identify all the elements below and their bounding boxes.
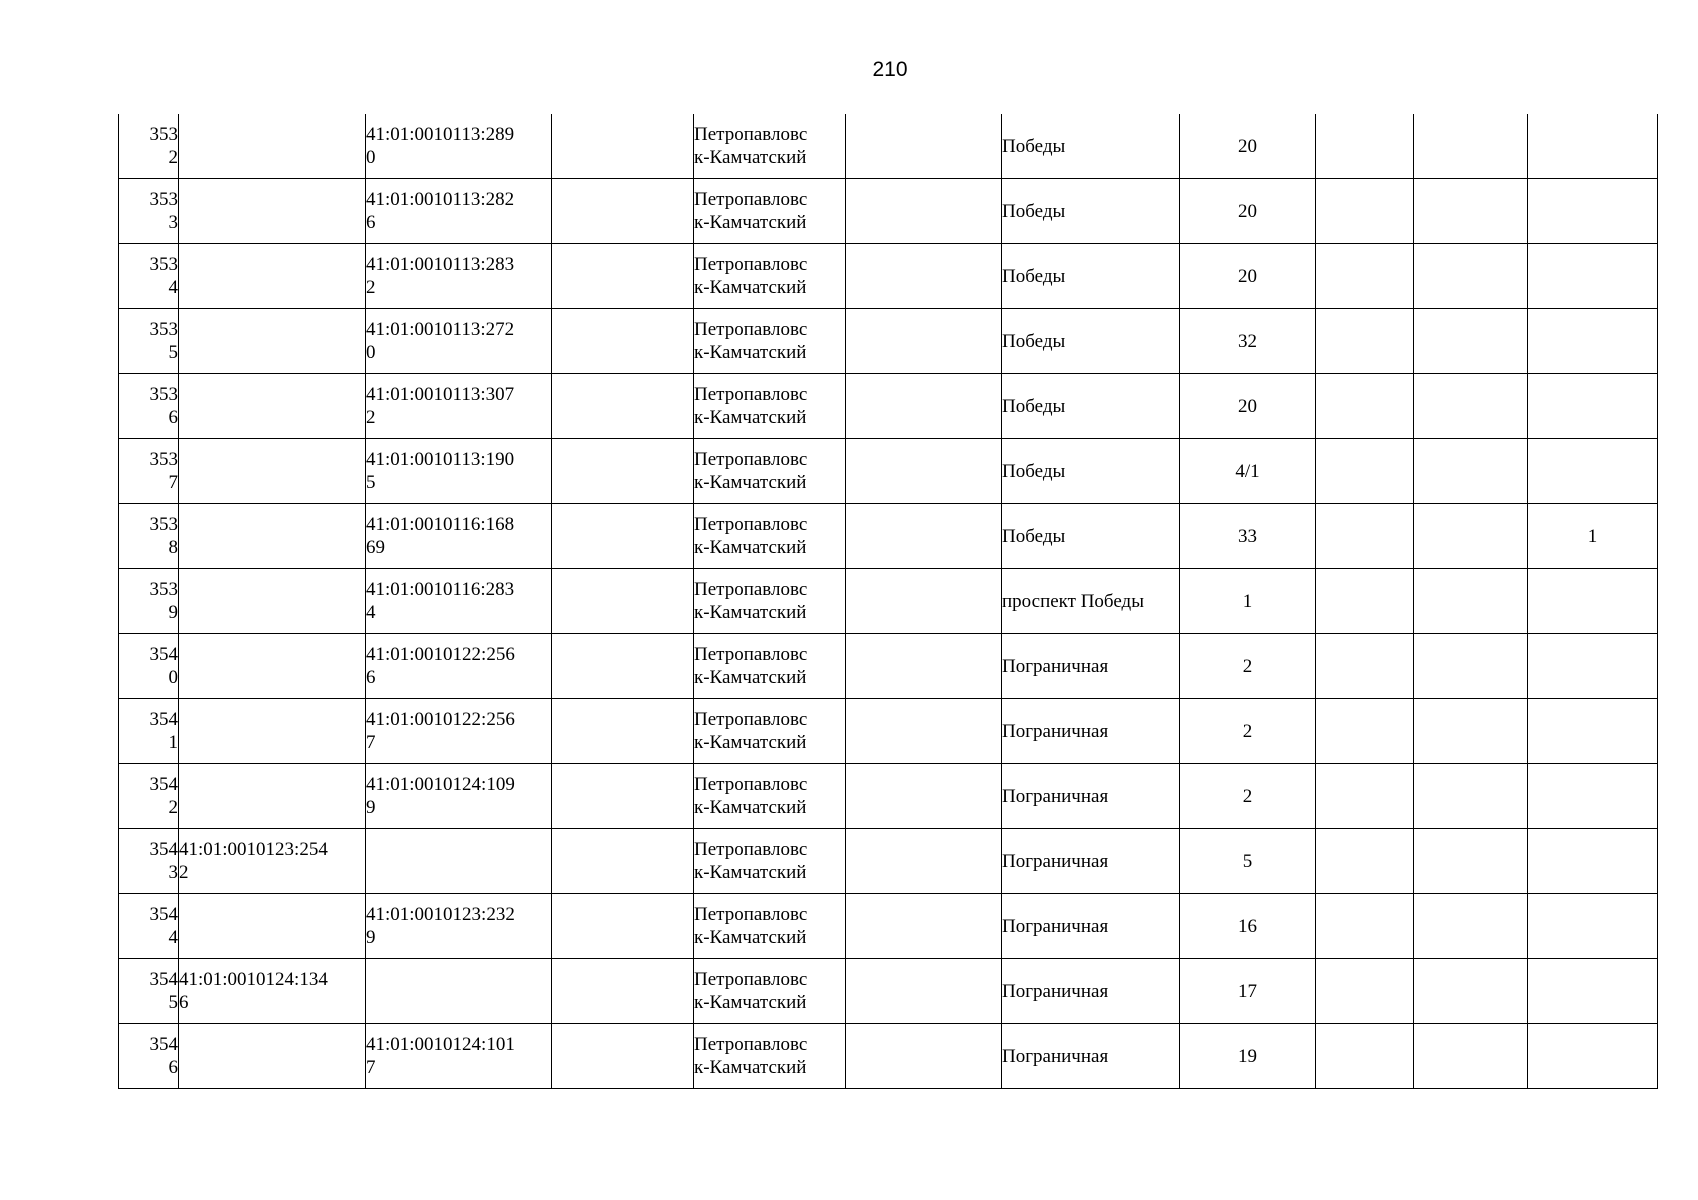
cell-house: 20 bbox=[1180, 374, 1316, 439]
cell-city bbox=[694, 1024, 846, 1089]
cell-row-number-line: 353 bbox=[149, 124, 178, 145]
cell-house: 17 bbox=[1180, 959, 1316, 1024]
cell-row-number-line: 7 bbox=[168, 472, 178, 493]
cell-cadastral-number-b bbox=[366, 374, 552, 439]
cell-row-number-line: 353 bbox=[149, 384, 178, 405]
cell-empty-4 bbox=[1414, 374, 1528, 439]
cell-cadastral-number-b bbox=[366, 829, 552, 894]
cell-city-line: к-Камчатский bbox=[694, 147, 807, 168]
cell-cadastral-number-b bbox=[366, 309, 552, 374]
cell-empty-3 bbox=[1316, 829, 1414, 894]
cell-street: Победы bbox=[1002, 244, 1180, 309]
registry-table bbox=[118, 114, 1658, 1089]
cell-cadastral-number-b-line: 41:01:0010116:283 bbox=[366, 579, 515, 600]
cell-empty-4 bbox=[1414, 1024, 1528, 1089]
cell-city bbox=[694, 114, 846, 179]
table-row bbox=[119, 894, 1658, 959]
cell-row-number-line: 4 bbox=[168, 927, 178, 948]
cell-city-line: к-Камчатский bbox=[694, 992, 807, 1013]
cell-empty-4 bbox=[1414, 634, 1528, 699]
cell-cadastral-number-b-line: 9 bbox=[366, 927, 376, 948]
cell-cadastral-number-b-line: 41:01:0010113:283 bbox=[366, 254, 515, 275]
cell-city bbox=[694, 569, 846, 634]
cell-row-number-line: 5 bbox=[168, 992, 178, 1013]
cell-cadastral-number-a-line: 41:01:0010123:254 bbox=[179, 839, 328, 860]
table-row bbox=[119, 114, 1658, 179]
cell-city-line: Петропавловс bbox=[694, 579, 808, 600]
cell-row-number-line: 354 bbox=[149, 1034, 178, 1055]
table-row bbox=[119, 569, 1658, 634]
cell-city bbox=[694, 374, 846, 439]
cell-street: Пограничная bbox=[1002, 959, 1180, 1024]
cell-row-number-line: 354 bbox=[149, 644, 178, 665]
cell-row-number bbox=[119, 634, 179, 699]
cell-cadastral-number-a bbox=[179, 439, 366, 504]
cell-cadastral-number-b bbox=[366, 699, 552, 764]
cell-row-number-line: 354 bbox=[149, 904, 178, 925]
cell-flag bbox=[1528, 114, 1658, 179]
cell-cadastral-number-b bbox=[366, 569, 552, 634]
cell-empty-4 bbox=[1414, 829, 1528, 894]
cell-empty-4 bbox=[1414, 699, 1528, 764]
cell-empty-3 bbox=[1316, 634, 1414, 699]
cell-city-line: к-Камчатский bbox=[694, 1057, 807, 1078]
cell-empty-2 bbox=[846, 634, 1002, 699]
cell-street: Победы bbox=[1002, 439, 1180, 504]
cell-cadastral-number-a bbox=[179, 244, 366, 309]
cell-empty-2 bbox=[846, 179, 1002, 244]
cell-cadastral-number-b-line: 0 bbox=[366, 342, 376, 363]
table-row bbox=[119, 179, 1658, 244]
cell-house: 20 bbox=[1180, 114, 1316, 179]
cell-city bbox=[694, 504, 846, 569]
cell-cadastral-number-b bbox=[366, 894, 552, 959]
cell-cadastral-number-b-line: 41:01:0010113:272 bbox=[366, 319, 515, 340]
cell-row-number-line: 353 bbox=[149, 514, 178, 535]
cell-empty-2 bbox=[846, 829, 1002, 894]
cell-empty-2 bbox=[846, 439, 1002, 504]
cell-empty-4 bbox=[1414, 504, 1528, 569]
cell-cadastral-number-a bbox=[179, 504, 366, 569]
cell-empty-2 bbox=[846, 764, 1002, 829]
cell-city-line: Петропавловс bbox=[694, 189, 808, 210]
cell-city bbox=[694, 309, 846, 374]
cell-city-line: Петропавловс bbox=[694, 969, 808, 990]
cell-empty-1 bbox=[552, 179, 694, 244]
cell-empty-3 bbox=[1316, 439, 1414, 504]
table-row bbox=[119, 439, 1658, 504]
cell-street: Пограничная bbox=[1002, 634, 1180, 699]
cell-city-line: к-Камчатский bbox=[694, 927, 807, 948]
cell-row-number bbox=[119, 569, 179, 634]
cell-cadastral-number-a bbox=[179, 959, 366, 1024]
cell-cadastral-number-a bbox=[179, 309, 366, 374]
cell-flag bbox=[1528, 894, 1658, 959]
cell-row-number bbox=[119, 894, 179, 959]
cell-empty-1 bbox=[552, 1024, 694, 1089]
cell-street: Пограничная bbox=[1002, 894, 1180, 959]
cell-street: Пограничная bbox=[1002, 829, 1180, 894]
cell-cadastral-number-b-line: 41:01:0010116:168 bbox=[366, 514, 515, 535]
cell-flag: 1 bbox=[1528, 504, 1658, 569]
cell-empty-4 bbox=[1414, 894, 1528, 959]
cell-house: 32 bbox=[1180, 309, 1316, 374]
cell-city bbox=[694, 829, 846, 894]
cell-empty-1 bbox=[552, 699, 694, 764]
cell-row-number bbox=[119, 504, 179, 569]
cell-flag bbox=[1528, 179, 1658, 244]
cell-cadastral-number-b-line: 5 bbox=[366, 472, 376, 493]
cell-cadastral-number-a bbox=[179, 569, 366, 634]
cell-city-line: к-Камчатский bbox=[694, 212, 807, 233]
cell-empty-2 bbox=[846, 894, 1002, 959]
cell-house: 2 bbox=[1180, 699, 1316, 764]
cell-empty-1 bbox=[552, 764, 694, 829]
cell-city-line: Петропавловс bbox=[694, 839, 808, 860]
cell-row-number-line: 353 bbox=[149, 579, 178, 600]
cell-city-line: Петропавловс bbox=[694, 774, 808, 795]
cell-row-number bbox=[119, 179, 179, 244]
cell-cadastral-number-a bbox=[179, 374, 366, 439]
registry-body bbox=[119, 114, 1658, 1089]
cell-empty-3 bbox=[1316, 699, 1414, 764]
table-row bbox=[119, 699, 1658, 764]
cell-empty-4 bbox=[1414, 569, 1528, 634]
cell-flag bbox=[1528, 439, 1658, 504]
cell-cadastral-number-a bbox=[179, 764, 366, 829]
cell-house: 1 bbox=[1180, 569, 1316, 634]
cell-flag bbox=[1528, 374, 1658, 439]
cell-city bbox=[694, 894, 846, 959]
cell-empty-2 bbox=[846, 569, 1002, 634]
cell-cadastral-number-a-line: 2 bbox=[179, 862, 189, 883]
table-row bbox=[119, 829, 1658, 894]
cell-cadastral-number-b-line: 4 bbox=[366, 602, 376, 623]
table-row bbox=[119, 1024, 1658, 1089]
cell-cadastral-number-b-line: 41:01:0010123:232 bbox=[366, 904, 515, 925]
cell-cadastral-number-b bbox=[366, 114, 552, 179]
cell-row-number-line: 353 bbox=[149, 189, 178, 210]
cell-row-number-line: 354 bbox=[149, 774, 178, 795]
cell-house: 20 bbox=[1180, 179, 1316, 244]
cell-empty-3 bbox=[1316, 894, 1414, 959]
cell-row-number bbox=[119, 764, 179, 829]
cell-empty-2 bbox=[846, 1024, 1002, 1089]
cell-flag bbox=[1528, 244, 1658, 309]
cell-empty-1 bbox=[552, 309, 694, 374]
cell-row-number-line: 6 bbox=[168, 407, 178, 428]
cell-row-number-line: 2 bbox=[168, 147, 178, 168]
cell-empty-4 bbox=[1414, 309, 1528, 374]
cell-flag bbox=[1528, 699, 1658, 764]
cell-cadastral-number-b-line: 0 bbox=[366, 147, 376, 168]
cell-empty-3 bbox=[1316, 1024, 1414, 1089]
cell-empty-3 bbox=[1316, 179, 1414, 244]
cell-house: 5 bbox=[1180, 829, 1316, 894]
cell-cadastral-number-b bbox=[366, 634, 552, 699]
cell-empty-4 bbox=[1414, 764, 1528, 829]
cell-city-line: Петропавловс bbox=[694, 384, 808, 405]
cell-row-number bbox=[119, 374, 179, 439]
cell-house: 2 bbox=[1180, 764, 1316, 829]
cell-row-number-line: 354 bbox=[149, 969, 178, 990]
cell-city-line: Петропавловс bbox=[694, 514, 808, 535]
cell-city-line: Петропавловс bbox=[694, 124, 808, 145]
cell-empty-1 bbox=[552, 569, 694, 634]
cell-cadastral-number-b bbox=[366, 244, 552, 309]
cell-empty-2 bbox=[846, 374, 1002, 439]
cell-empty-4 bbox=[1414, 959, 1528, 1024]
cell-cadastral-number-b-line: 41:01:0010113:190 bbox=[366, 449, 515, 470]
cell-city-line: к-Камчатский bbox=[694, 537, 807, 558]
cell-cadastral-number-b-line: 69 bbox=[366, 537, 385, 558]
table-row bbox=[119, 764, 1658, 829]
cell-cadastral-number-b-line: 6 bbox=[366, 212, 376, 233]
cell-street: Победы bbox=[1002, 309, 1180, 374]
cell-row-number-line: 4 bbox=[168, 277, 178, 298]
cell-row-number bbox=[119, 114, 179, 179]
cell-cadastral-number-b bbox=[366, 439, 552, 504]
cell-street: Пограничная bbox=[1002, 764, 1180, 829]
cell-cadastral-number-a bbox=[179, 894, 366, 959]
cell-empty-3 bbox=[1316, 114, 1414, 179]
cell-empty-2 bbox=[846, 699, 1002, 764]
cell-row-number bbox=[119, 699, 179, 764]
cell-city-line: Петропавловс bbox=[694, 449, 808, 470]
cell-row-number-line: 5 bbox=[168, 342, 178, 363]
cell-house: 2 bbox=[1180, 634, 1316, 699]
cell-row-number bbox=[119, 1024, 179, 1089]
cell-empty-2 bbox=[846, 959, 1002, 1024]
cell-street: Победы bbox=[1002, 114, 1180, 179]
cell-empty-1 bbox=[552, 244, 694, 309]
cell-cadastral-number-b-line: 9 bbox=[366, 797, 376, 818]
cell-empty-1 bbox=[552, 894, 694, 959]
cell-row-number-line: 3 bbox=[168, 862, 178, 883]
cell-empty-3 bbox=[1316, 764, 1414, 829]
cell-cadastral-number-a bbox=[179, 114, 366, 179]
cell-city-line: к-Камчатский bbox=[694, 602, 807, 623]
cell-city-line: к-Камчатский bbox=[694, 407, 807, 428]
cell-cadastral-number-b-line: 2 bbox=[366, 277, 376, 298]
cell-empty-1 bbox=[552, 634, 694, 699]
cell-row-number-line: 353 bbox=[149, 449, 178, 470]
cell-empty-1 bbox=[552, 374, 694, 439]
cell-empty-2 bbox=[846, 114, 1002, 179]
cell-row-number-line: 354 bbox=[149, 709, 178, 730]
cell-row-number-line: 9 bbox=[168, 602, 178, 623]
cell-row-number-line: 0 bbox=[168, 667, 178, 688]
cell-city-line: Петропавловс bbox=[694, 254, 808, 275]
cell-empty-4 bbox=[1414, 179, 1528, 244]
cell-row-number-line: 353 bbox=[149, 319, 178, 340]
cell-empty-2 bbox=[846, 504, 1002, 569]
cell-city bbox=[694, 179, 846, 244]
cell-flag bbox=[1528, 309, 1658, 374]
cell-flag bbox=[1528, 764, 1658, 829]
cell-empty-3 bbox=[1316, 374, 1414, 439]
table-row bbox=[119, 244, 1658, 309]
table-row bbox=[119, 504, 1658, 569]
cell-cadastral-number-b bbox=[366, 504, 552, 569]
cell-empty-3 bbox=[1316, 244, 1414, 309]
cell-cadastral-number-b-line: 41:01:0010124:109 bbox=[366, 774, 515, 795]
cell-city bbox=[694, 634, 846, 699]
cell-empty-1 bbox=[552, 439, 694, 504]
cell-empty-2 bbox=[846, 244, 1002, 309]
cell-empty-3 bbox=[1316, 309, 1414, 374]
cell-city-line: Петропавловс bbox=[694, 1034, 808, 1055]
cell-row-number bbox=[119, 309, 179, 374]
cell-cadastral-number-b-line: 6 bbox=[366, 667, 376, 688]
cell-empty-1 bbox=[552, 959, 694, 1024]
cell-street: Победы bbox=[1002, 179, 1180, 244]
cell-house: 33 bbox=[1180, 504, 1316, 569]
cell-row-number-line: 354 bbox=[149, 839, 178, 860]
cell-empty-4 bbox=[1414, 114, 1528, 179]
cell-cadastral-number-b-line: 41:01:0010113:289 bbox=[366, 124, 515, 145]
cell-cadastral-number-b-line: 41:01:0010122:256 bbox=[366, 644, 515, 665]
cell-cadastral-number-a-line: 41:01:0010124:134 bbox=[179, 969, 328, 990]
cell-row-number-line: 3 bbox=[168, 212, 178, 233]
cell-city-line: к-Камчатский bbox=[694, 277, 807, 298]
cell-empty-1 bbox=[552, 504, 694, 569]
table-row bbox=[119, 959, 1658, 1024]
cell-row-number bbox=[119, 829, 179, 894]
cell-flag bbox=[1528, 959, 1658, 1024]
cell-flag bbox=[1528, 829, 1658, 894]
cell-cadastral-number-b-line: 41:01:0010124:101 bbox=[366, 1034, 515, 1055]
cell-street: Победы bbox=[1002, 374, 1180, 439]
cell-row-number-line: 353 bbox=[149, 254, 178, 275]
cell-city-line: к-Камчатский bbox=[694, 667, 807, 688]
table-row bbox=[119, 634, 1658, 699]
cell-cadastral-number-a bbox=[179, 1024, 366, 1089]
cell-row-number-line: 6 bbox=[168, 1057, 178, 1078]
cell-empty-1 bbox=[552, 829, 694, 894]
cell-empty-4 bbox=[1414, 439, 1528, 504]
cell-street: Пограничная bbox=[1002, 699, 1180, 764]
page-number: 210 bbox=[872, 58, 908, 81]
cell-cadastral-number-b-line: 41:01:0010113:282 bbox=[366, 189, 515, 210]
cell-house: 4/1 bbox=[1180, 439, 1316, 504]
cell-cadastral-number-b bbox=[366, 764, 552, 829]
cell-cadastral-number-b-line: 41:01:0010113:307 bbox=[366, 384, 515, 405]
cell-cadastral-number-a bbox=[179, 634, 366, 699]
cell-city-line: к-Камчатский bbox=[694, 862, 807, 883]
cell-empty-3 bbox=[1316, 959, 1414, 1024]
table-row bbox=[119, 309, 1658, 374]
cell-city-line: к-Камчатский bbox=[694, 472, 807, 493]
cell-cadastral-number-b bbox=[366, 1024, 552, 1089]
cell-cadastral-number-b-line: 7 bbox=[366, 1057, 376, 1078]
cell-city-line: к-Камчатский bbox=[694, 342, 807, 363]
cell-city bbox=[694, 699, 846, 764]
cell-empty-3 bbox=[1316, 569, 1414, 634]
cell-city bbox=[694, 244, 846, 309]
cell-cadastral-number-a bbox=[179, 179, 366, 244]
cell-house: 19 bbox=[1180, 1024, 1316, 1089]
cell-empty-4 bbox=[1414, 244, 1528, 309]
cell-empty-1 bbox=[552, 114, 694, 179]
cell-row-number bbox=[119, 439, 179, 504]
cell-row-number-line: 8 bbox=[168, 537, 178, 558]
table-row bbox=[119, 374, 1658, 439]
cell-flag bbox=[1528, 569, 1658, 634]
cell-empty-3 bbox=[1316, 504, 1414, 569]
cell-city-line: Петропавловс bbox=[694, 644, 808, 665]
cell-city bbox=[694, 439, 846, 504]
cell-city bbox=[694, 764, 846, 829]
cell-city bbox=[694, 959, 846, 1024]
cell-flag bbox=[1528, 1024, 1658, 1089]
cell-empty-2 bbox=[846, 309, 1002, 374]
cell-cadastral-number-b bbox=[366, 179, 552, 244]
cell-house: 20 bbox=[1180, 244, 1316, 309]
cell-street: проспект Победы bbox=[1002, 569, 1180, 634]
cell-cadastral-number-a bbox=[179, 829, 366, 894]
cell-house: 16 bbox=[1180, 894, 1316, 959]
cell-cadastral-number-b-line: 7 bbox=[366, 732, 376, 753]
cell-cadastral-number-b-line: 41:01:0010122:256 bbox=[366, 709, 515, 730]
cell-row-number bbox=[119, 959, 179, 1024]
cell-cadastral-number-a-line: 6 bbox=[179, 992, 189, 1013]
cell-cadastral-number-b bbox=[366, 959, 552, 1024]
cell-street: Пограничная bbox=[1002, 1024, 1180, 1089]
cell-cadastral-number-b-line: 2 bbox=[366, 407, 376, 428]
cell-street: Победы bbox=[1002, 504, 1180, 569]
cell-city-line: к-Камчатский bbox=[694, 732, 807, 753]
cell-row-number bbox=[119, 244, 179, 309]
cell-city-line: Петропавловс bbox=[694, 319, 808, 340]
cell-row-number-line: 1 bbox=[168, 732, 178, 753]
cell-cadastral-number-a bbox=[179, 699, 366, 764]
cell-city-line: к-Камчатский bbox=[694, 797, 807, 818]
cell-city-line: Петропавловс bbox=[694, 709, 808, 730]
cell-row-number-line: 2 bbox=[168, 797, 178, 818]
cell-city-line: Петропавловс bbox=[694, 904, 808, 925]
cell-flag bbox=[1528, 634, 1658, 699]
